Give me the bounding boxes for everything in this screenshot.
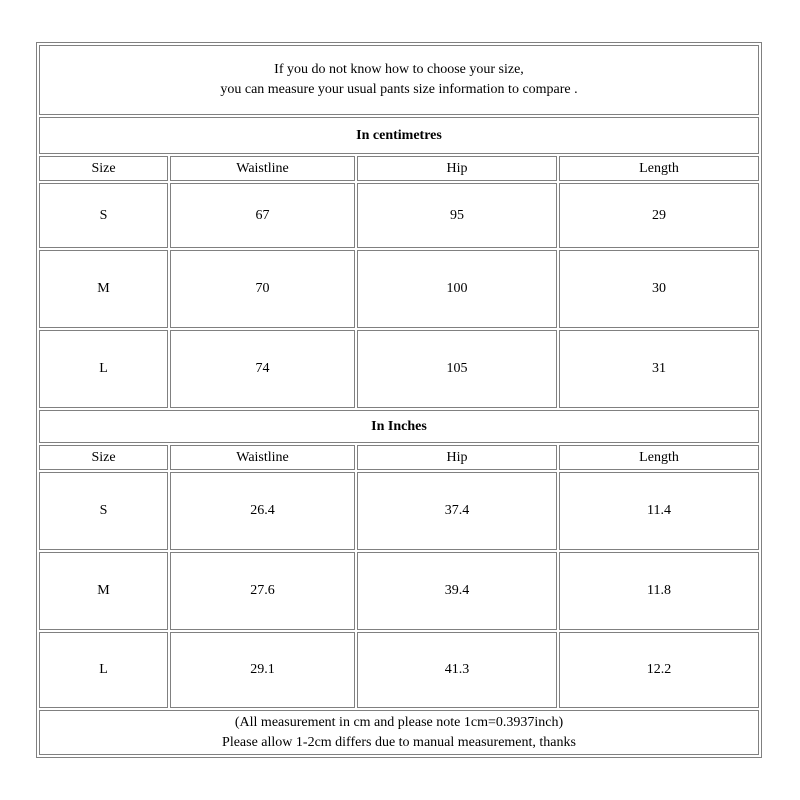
cm-cell: 74 [255,361,270,376]
centimetres-heading-text: In centimetres [356,127,442,143]
cm-header-waistline [170,156,355,181]
in-row-m-size [39,552,168,630]
cm-header-size-text: Size [91,160,116,176]
cm-row-l-size [39,330,168,408]
in-cell: 27.6 [250,583,275,598]
cm-row-l-waistline [170,330,355,408]
in-row-s-length [559,472,759,550]
in-cell: 37.4 [444,503,470,518]
in-row-s-hip [357,472,557,550]
cm-row-s-hip [357,183,557,248]
footer-line-2: Please allow 1-2cm differs due to manual measurement, thanks [222,734,576,750]
cm-cell: 30 [652,281,666,296]
centimetres-heading [39,117,759,154]
intro-line-1: If you do not know how to choose your size, [274,62,524,77]
cm-cell: 29 [652,207,666,223]
in-row-l-size [39,632,168,708]
inches-heading [39,410,759,443]
cm-cell: 95 [450,207,464,223]
cm-header-size [39,156,168,181]
cm-header-hip [357,156,557,181]
in-header-waistline-text: Waistline [236,449,289,465]
inches-heading-text: In Inches [371,418,427,434]
cm-row-m-size [39,250,168,328]
cm-cell: 105 [446,361,468,376]
cm-cell: 31 [652,361,666,376]
in-row-l-length [559,632,759,708]
in-cell: 39.4 [444,583,470,598]
footer-note [39,710,759,755]
in-row-l-waistline [170,632,355,708]
cm-cell: 67 [255,207,270,223]
cm-row-m-hip [357,250,557,328]
cm-header-waistline-text: Waistline [236,160,289,176]
in-header-hip-text: Hip [446,449,468,465]
in-cell: M [97,583,110,598]
cm-row-s-size [39,183,168,248]
cm-cell: 100 [446,281,468,296]
cm-row-m-waistline [170,250,355,328]
in-row-m-hip [357,552,557,630]
in-cell: S [99,503,108,518]
in-row-s-size [39,472,168,550]
cm-header-hip-text: Hip [446,160,468,176]
in-cell: L [99,662,108,677]
in-cell: 11.8 [647,583,671,598]
in-row-m-waistline [170,552,355,630]
cm-header-length-text: Length [639,160,679,176]
cm-row-s-waistline [170,183,355,248]
in-header-length-text: Length [639,449,679,465]
in-cell: 41.3 [444,662,470,677]
in-header-length [559,445,759,470]
in-header-size-text: Size [91,449,116,465]
cm-row-s-length [559,183,759,248]
cm-cell: 70 [255,281,270,296]
footer-line-1: (All measurement in cm and please note 1cm=0.3937inch) [234,714,564,730]
in-row-l-hip [357,632,557,708]
in-header-hip [357,445,557,470]
in-cell: 12.2 [646,662,672,677]
cm-cell: S [99,207,108,223]
intro-line-2: you can measure your usual pants size information to compare . [220,82,578,97]
size-chart [36,42,762,758]
in-row-m-length [559,552,759,630]
in-header-waistline [170,445,355,470]
cm-cell: L [99,361,108,376]
in-cell: 29.1 [250,662,275,677]
cm-row-l-length [559,330,759,408]
in-header-size [39,445,168,470]
in-row-s-waistline [170,472,355,550]
in-cell: 26.4 [250,503,275,518]
cm-row-m-length [559,250,759,328]
cm-cell: M [97,281,110,296]
cm-row-l-hip [357,330,557,408]
cm-header-length [559,156,759,181]
in-cell: 11.4 [647,503,671,518]
intro-note [39,45,759,115]
